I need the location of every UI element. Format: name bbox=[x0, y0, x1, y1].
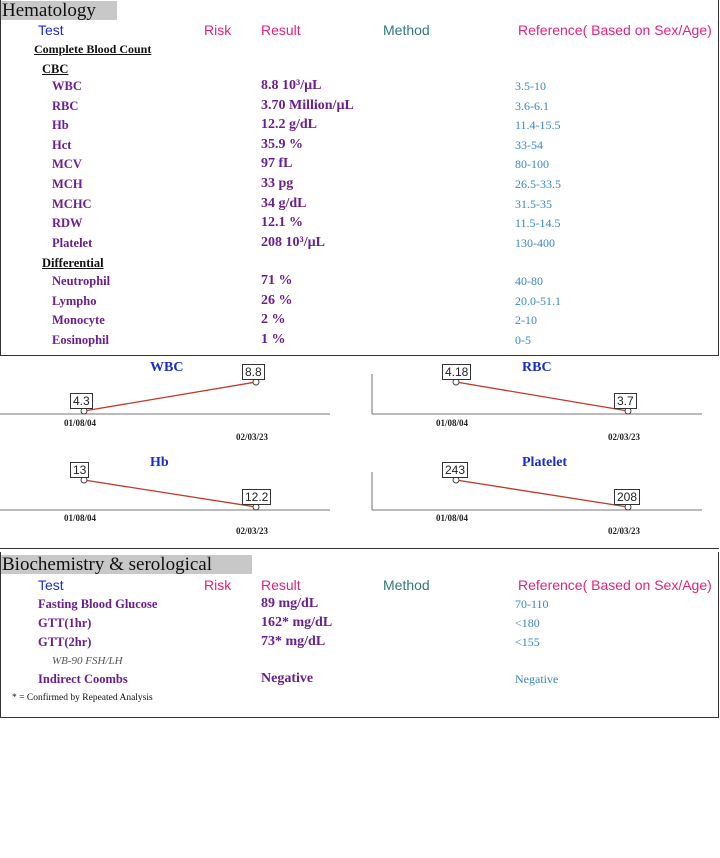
header-reference: Reference( Based on Sex/Age) bbox=[518, 22, 712, 38]
test-reference: 31.5-35 bbox=[515, 196, 552, 211]
series-line bbox=[456, 480, 628, 507]
test-name: RDW bbox=[52, 216, 83, 231]
biochem-header-method: Method bbox=[383, 577, 430, 593]
test-result: 12.1 % bbox=[261, 215, 303, 231]
test-reference: 20.0-51.1 bbox=[515, 293, 561, 308]
data-label: 3.7 bbox=[614, 393, 637, 409]
cbc-subheading: CBC bbox=[42, 62, 69, 76]
test-name: Fasting Blood Glucose bbox=[38, 597, 158, 611]
test-result: 8.8 10³/µL bbox=[261, 78, 322, 93]
test-result: 26 % bbox=[261, 292, 293, 308]
test-reference: 26.5-33.5 bbox=[515, 177, 561, 191]
test-result: 73* mg/dL bbox=[261, 634, 326, 649]
test-name: GTT(1hr) bbox=[38, 616, 92, 630]
test-result: 162* mg/dL bbox=[261, 615, 333, 630]
test-result: 71 % bbox=[261, 273, 293, 288]
test-reference: 2-10 bbox=[515, 313, 537, 328]
test-reference: 11.4-15.5 bbox=[515, 118, 561, 133]
test-name: Eosinophil bbox=[52, 332, 109, 347]
header-result: Result bbox=[261, 22, 301, 38]
test-name: WBC bbox=[52, 79, 82, 93]
test-name: Platelet bbox=[52, 235, 93, 250]
date-label: 02/03/23 bbox=[236, 526, 269, 536]
test-result: 2 % bbox=[261, 312, 286, 328]
date-label: 02/03/23 bbox=[608, 432, 641, 442]
test-result: 35.9 % bbox=[261, 136, 303, 152]
test-result: 34 g/dL bbox=[261, 195, 307, 211]
chart-title: Hb bbox=[150, 455, 169, 470]
test-reference: 130-400 bbox=[515, 235, 555, 250]
header-risk: Risk bbox=[204, 22, 232, 38]
cbc-heading: Complete Blood Count bbox=[34, 42, 152, 56]
chart-title: WBC bbox=[150, 360, 184, 375]
header-test: Test bbox=[38, 22, 64, 38]
test-result: 1 % bbox=[261, 331, 286, 347]
note-line: WB-90 FSH/LH bbox=[52, 655, 123, 667]
date-label: 02/03/23 bbox=[608, 526, 641, 536]
date-label: 01/08/04 bbox=[64, 513, 97, 523]
date-label: 01/08/04 bbox=[436, 513, 469, 523]
test-reference: <180 bbox=[515, 616, 540, 630]
biochem-title: Biochemistry & serological bbox=[0, 555, 252, 574]
data-label: 12.2 bbox=[242, 489, 271, 505]
test-name: RBC bbox=[52, 98, 79, 113]
test-reference: 40-80 bbox=[515, 274, 543, 288]
test-name: Hct bbox=[52, 137, 72, 152]
hematology-title: Hematology bbox=[0, 1, 117, 20]
footnote: * = Confirmed by Repeated Analysis bbox=[12, 693, 153, 703]
coombs-name: Indirect Coombs bbox=[38, 672, 128, 686]
data-label: 4.3 bbox=[70, 393, 93, 409]
coombs-reference: Negative bbox=[515, 672, 559, 686]
test-result: 97 fL bbox=[261, 156, 293, 172]
test-name: Lympho bbox=[52, 293, 97, 308]
test-result: 89 mg/dL bbox=[261, 596, 319, 611]
test-result: 3.70 Million/µL bbox=[261, 97, 354, 113]
coombs-result: Negative bbox=[261, 671, 314, 686]
test-name: Neutrophil bbox=[52, 274, 111, 288]
biochem-header-result: Result bbox=[261, 577, 301, 593]
biochem-header-reference: Reference( Based on Sex/Age) bbox=[518, 577, 712, 593]
data-label: 208 bbox=[614, 489, 640, 505]
date-label: 01/08/04 bbox=[436, 418, 469, 428]
test-name: MCH bbox=[52, 177, 83, 191]
date-label: 02/03/23 bbox=[236, 432, 269, 442]
test-reference: 3.6-6.1 bbox=[515, 98, 549, 113]
test-reference: 11.5-14.5 bbox=[515, 216, 561, 231]
test-name: MCHC bbox=[52, 196, 92, 211]
test-reference: 0-5 bbox=[515, 332, 531, 347]
chart-title: RBC bbox=[522, 360, 552, 375]
test-reference: <155 bbox=[515, 635, 540, 649]
data-label: 243 bbox=[442, 462, 468, 478]
test-reference: 80-100 bbox=[515, 157, 549, 172]
test-reference: 3.5-10 bbox=[515, 79, 546, 93]
header-method: Method bbox=[383, 22, 430, 38]
test-name: MCV bbox=[52, 157, 82, 172]
test-name: Hb bbox=[52, 118, 69, 133]
test-reference: 70-110 bbox=[515, 597, 549, 611]
test-name: Monocyte bbox=[52, 313, 105, 328]
biochem-header-risk: Risk bbox=[204, 577, 232, 593]
chart-title: Platelet bbox=[522, 455, 568, 470]
test-result: 12.2 g/dL bbox=[261, 117, 318, 133]
data-label: 13 bbox=[70, 462, 89, 478]
section-divider bbox=[0, 548, 719, 549]
differential-subheading: Differential bbox=[42, 256, 104, 270]
biochem-header-test: Test bbox=[38, 577, 64, 593]
test-name: GTT(2hr) bbox=[38, 635, 92, 649]
test-result: 33 pg bbox=[261, 176, 294, 191]
test-reference: 33-54 bbox=[515, 137, 543, 152]
date-label: 01/08/04 bbox=[64, 418, 97, 428]
test-result: 208 10³/µL bbox=[261, 234, 325, 250]
data-label: 4.18 bbox=[442, 364, 471, 380]
data-label: 8.8 bbox=[242, 364, 265, 380]
